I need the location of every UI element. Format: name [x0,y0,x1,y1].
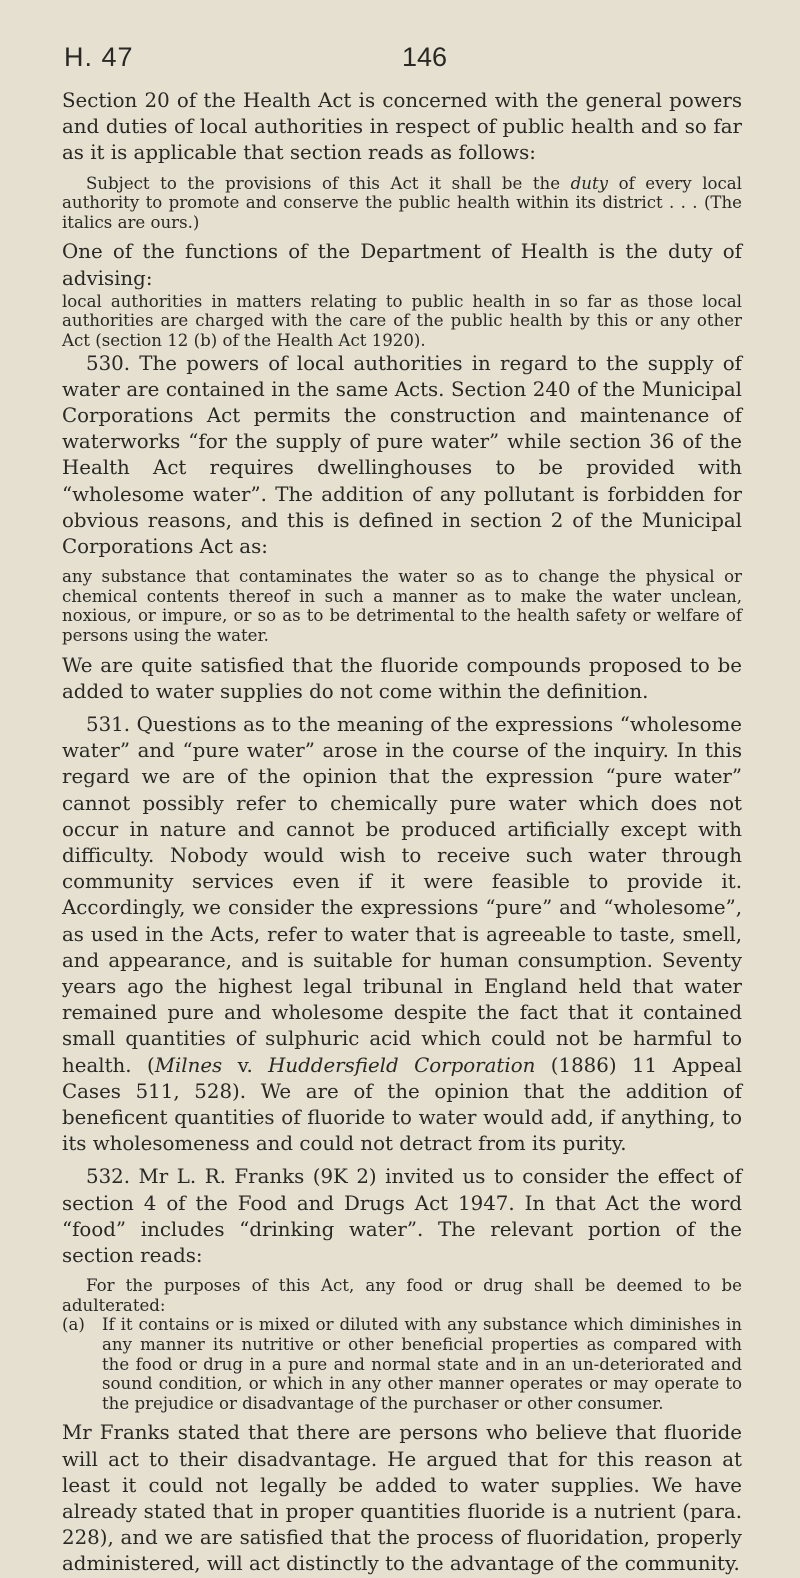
case-name-italic: Milnes [154,1053,223,1077]
paragraph-530: 530. The powers of local authorities in regard to the supply of water are contained in the same Acts. Section 240 of the Municipal Corporations Act permits the construction and maintenance of waterworks “for the supply of pure water” while section 36 of the Health Act requires dwellinghouses to be provided with “wholesome water”. The addition of any pollutant is forbidden for obvious reasons, and this is defined in section 2 of the Municipal Corporations Act as: [62,351,742,558]
quote-list-item [62,1315,742,1413]
page-header [64,42,740,76]
report-reference: H. 47 [64,42,134,72]
page-number: 146 [402,42,448,72]
quote-pollutant-definition: any substance that contaminates the water so as to change the physical or chemical contents thereof in such a manner as to make the water unclean, noxious, or impure, or so as to be detrimental to the health safety or welfare of persons using the water. [62,567,742,645]
quote-italic: duty [570,173,608,193]
paragraph-franks: Mr Franks stated that there are persons who believe that fluoride will act to their disadvantage. He argued that for this reason at least it could not legally be added to water supplies. We have already stated that in proper quantities fluoride is a nutrient (para. 228), and we are satisfied that the process of fluoridation, properly administered, will act distinctly to the advantage of the community. [62,1421,742,1576]
paragraph-531 [62,712,742,1157]
paragraph-department-duty: One of the functions of the Department of Health is the duty of advising: [62,240,742,290]
paragraph-text: 531. Questions as to the meaning of the expressions “wholesome water” and “pure water” arose in the course of the inquiry. In this regard we are of the opinion that the expression “pure water” cannot possibly refer to chemically pure water which does not occur in nature and cannot be produced artificially except with difficulty. Nobody would wish to receive such water through community services even if it were feasible to provide it. Accordingly, we consider the expressions “pure” and “wholesome”, as used in the Acts, refer to water that is agreeable to taste, smell, and appearance, and is suitable for human consumption. Seventy years ago the highest legal tribunal in England held that water remained pure and wholesome despite the fact that it contained small quantities of sulphuric acid which could not be harmful to health. ( [62,712,742,1077]
page-body [62,88,742,1578]
quote-text: Subject to the provisions of this Act it shall be the [86,173,571,193]
paragraph-section-20-intro: Section 20 of the Health Act is concerned with the general powers and duties of local authorities in respect of public health and so far as it is applicable that section reads as follows: [62,89,742,165]
quote-food-drugs-act: For the purposes of this Act, any food or drug shall be deemed to be adulterated: [62,1276,742,1315]
case-name-italic: Huddersfield Corporation [268,1053,536,1077]
paragraph-text: v. [222,1053,269,1077]
quote-section-12: local authorities in matters relating to public health in so far as those local authorities are charged with the care of the public health by this or any other Act (section 12 (b) of the Health Act 1920). [62,291,742,350]
paragraph-532: 532. Mr L. R. Franks (9K 2) invited us to consider the effect of section 4 of the Food and Drugs Act 1947. In that Act the word “food” includes “drinking water”. The relevant portion of the section reads: [62,1165,742,1268]
paragraph-text: (1886) 11 Appeal Cases 511, 528). We are of the opinion that the addition of beneficent quantities of fluoride to water would add, if anything, to its wholesomeness and could not detract from its purity. [62,1053,742,1156]
paragraph-fluoride-definition: We are quite satisfied that the fluoride compounds proposed to be added to water supplies do not come within the definition. [62,653,742,703]
list-item-text: If it contains or is mixed or diluted with any substance which diminishes in any manner its nutritive or other beneficial properties as compared with the food or drug in a pure and normal state and in an un-deteriorated and sound condition, or which in any other manner operates or may operate to the prejudice or disadvantage of the purchaser or other consumer. [102,1315,742,1413]
list-item-label: (a) [62,1315,85,1335]
quote-section-20 [62,174,742,233]
quote-text: of every local authority to promote and conserve the public health within its district . . . (The italics are ours.) [62,173,742,232]
